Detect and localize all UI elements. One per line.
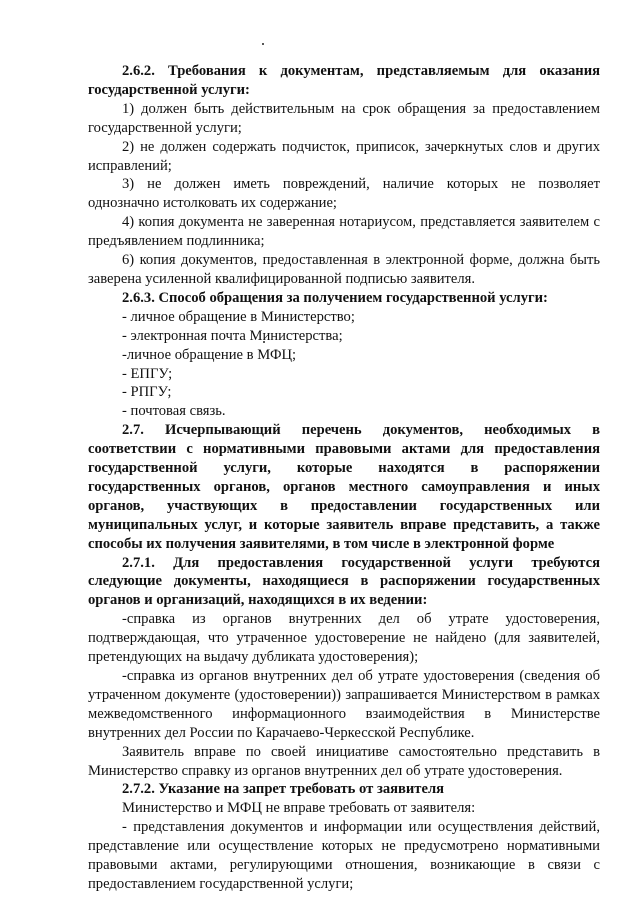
requirement-item: 2) не должен содержать подчисток, приписок, зачеркнутых слов и других исправлений;: [88, 138, 600, 174]
paragraph: - представления документов и информации или осуществления действий, представление или осуществление которых не предусмотрено нормативными правовыми актами, регулирующими отношения, возникающие в связи с предоставлением государственной услуги;: [88, 819, 600, 892]
list-item: - РПГУ;: [122, 384, 172, 401]
section-heading: 2.7.1. Для предоставления государственной услуги требуются следующие документы, находящиеся в распоряжении государственных органов и организаций, находящихся в их ведении:: [88, 554, 600, 609]
section-heading: 2.6.3. Способ обращения за получением государственной услуги:: [122, 289, 548, 306]
list-item: - личное обращение в Министерство;: [122, 308, 355, 325]
paragraph: Министерство и МФЦ не вправе требовать от заявителя:: [122, 800, 476, 817]
scan-speck: [262, 43, 264, 45]
requirement-item: 3) не должен иметь повреждений, наличие которых не позволяет однозначно истолковать их содержание;: [88, 176, 600, 212]
section-heading: 2.7. Исчерпывающий перечень документов, необходимых в соответствии с нормативными правовыми актами для предоставления государственной услуги, которые находятся в распоряжении государственных органов, органов местного самоуправления и иных органов, участвующих в предоставлении государственных или муниципальных услуг, и которые заявитель вправе представить, а также способы их получения заявителями, в том числе в электронной форме: [88, 422, 600, 552]
paragraph: -справка из органов внутренних дел об утрате удостоверения, подтверждающая, что утраченное удостоверение не найдено (для заявителей, претендующих на выдачу дубликата удостоверения);: [88, 611, 600, 666]
list-item: - ЕПГУ;: [122, 365, 173, 382]
paragraph: Заявитель вправе по своей инициативе самостоятельно представить в Министерство справку из органов внутренних дел об утрате удостоверения.: [88, 743, 600, 779]
section-heading: 2.6.2. Требования к документам, представляемым для оказания государственной услуги:: [88, 63, 600, 98]
list-item: - почтовая связь.: [122, 403, 226, 420]
list-item: -личное обращение в МФЦ;: [122, 346, 297, 363]
section-heading: 2.7.2. Указание на запрет требовать от заявителя: [122, 781, 445, 798]
requirement-item: 4) копия документа не заверенная нотариусом, представляется заявителем с предъявлением подлинника;: [88, 214, 600, 250]
list-item: - электронная почта Министерства;: [122, 327, 343, 344]
document-page: [88, 62, 600, 894]
requirement-item: 6) копия документов, предоставленная в электронной форме, должна быть заверена усиленной квалифицированной подписью заявителя.: [88, 252, 600, 287]
paragraph: -справка из органов внутренних дел об утрате удостоверения (сведения об утраченном документе (удостоверении)) запрашивается Министерством в рамках межведомственного информационного взаимодействия в Министерстве внутренних дел России по Карачаево-Черкесской Республике.: [88, 668, 600, 741]
requirement-item: 1) должен быть действительным на срок обращения за предоставлением государственной услуги;: [88, 100, 600, 136]
